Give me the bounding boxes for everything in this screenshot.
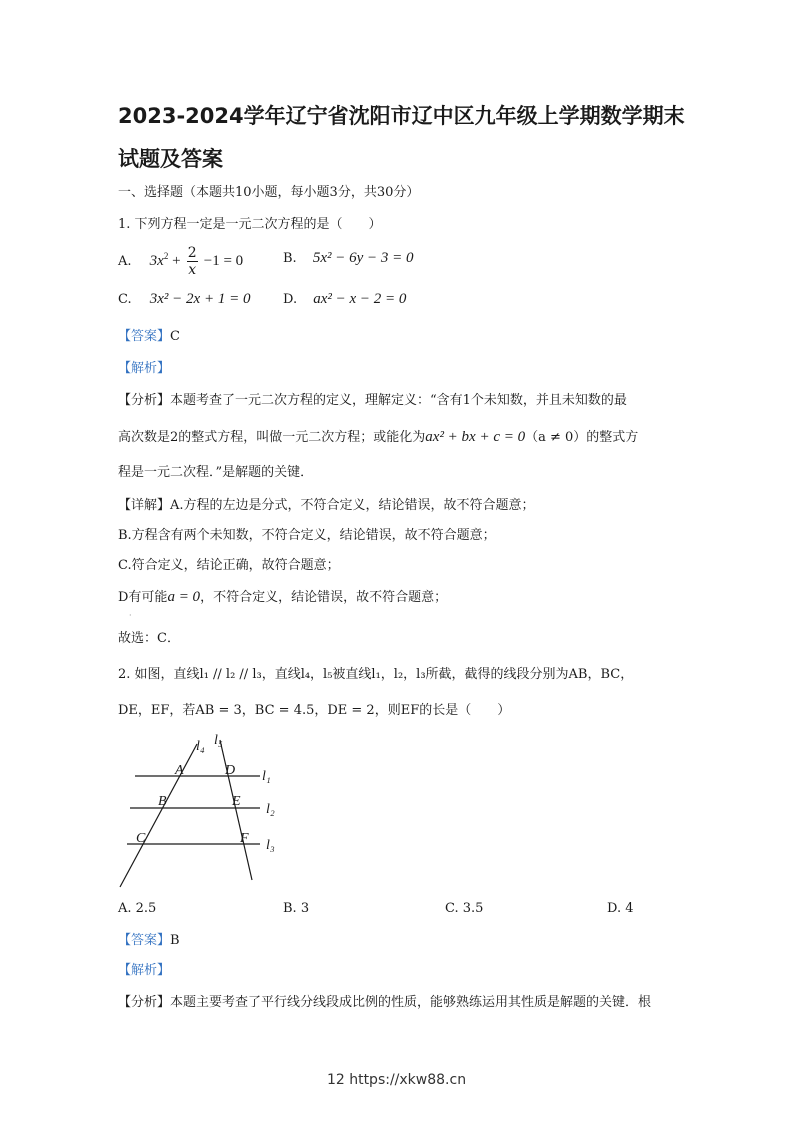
q1-option-c-label: C.	[118, 292, 132, 307]
q1-jiexi-tag: 【解析】	[118, 361, 171, 376]
parallel-lines-figure	[110, 732, 290, 892]
label-l5: l₅	[214, 733, 223, 748]
q1-option-a-frac-num: 2	[187, 245, 197, 261]
point-b: B	[158, 794, 167, 809]
page-title-line2: 试题及答案	[118, 147, 223, 171]
q1-answer-tag: 【答案】	[118, 329, 171, 344]
q2-answer	[118, 934, 688, 947]
q2-analysis-text1: 本题主要考查了平行线分线段成比例的性质，能够熟练运用其性质是解题的关键．根	[170, 995, 652, 1010]
q2-answer-tag: 【答案】	[118, 933, 171, 948]
q1-option-a: A. $3x^2$ + $\frac{2}{x}$ −1 = 0	[118, 245, 244, 278]
q2-option-c: C. 3.5	[445, 901, 484, 916]
point-e: E	[232, 794, 241, 809]
q1-option-b	[283, 251, 414, 266]
q1-analysis-line2	[118, 430, 688, 445]
q1-detail-a-text: A.方程的左边是分式，不符合定义，结论错误，故不符合题意；	[170, 498, 535, 513]
label-l3: l₃	[266, 838, 275, 853]
q1-detail-c: C.符合定义，结论正确，故符合题意；	[118, 558, 340, 573]
q1-option-a-before: 3x	[149, 253, 164, 269]
label-l4: l₄	[196, 739, 205, 754]
q2-stem-line2: DE，EF，若AB = 3，BC = 4.5，DE = 2，则EF的长是（ ）	[118, 703, 511, 718]
label-l2: l₂	[266, 802, 275, 817]
q2-option-d: D. 4	[607, 901, 634, 916]
q1-analysis-text2a: 高次数是2的整式方程，叫做一元二次方程；或能化为	[118, 430, 426, 445]
q1-choose: 故选：C．	[118, 631, 180, 646]
q1-detail-a	[118, 499, 688, 512]
q1-stem: 1. 下列方程一定是一元二次方程的是（ ）	[118, 217, 382, 232]
q1-option-b-label: B.	[283, 251, 297, 266]
stray-dot: ·	[129, 611, 132, 620]
line-l4	[120, 744, 197, 887]
q2-analysis-tag: 【分析】	[118, 995, 171, 1010]
q1-option-c	[118, 292, 250, 307]
q1-analysis-line1	[118, 394, 688, 407]
q1-jiexi	[118, 362, 688, 375]
point-c: C	[136, 831, 146, 846]
q1-analysis-line3: 程是一元二次程．”是解题的关键．	[118, 465, 314, 480]
q1-detail-b: B.方程含有两个未知数，不符合定义，结论错误，故不符合题意；	[118, 528, 496, 543]
q1-detail-tag: 【详解】	[118, 498, 171, 513]
point-d: D	[225, 763, 236, 778]
point-f: F	[240, 831, 249, 846]
q1-detail-d-pre: D有可能	[118, 590, 168, 605]
point-a: A	[175, 763, 184, 778]
q1-answer	[118, 330, 688, 343]
q1-option-d	[283, 292, 406, 307]
q1-detail-d	[118, 590, 688, 605]
q1-option-d-label: D.	[283, 292, 298, 307]
q1-option-b-eq: 5x² − 6y − 3 = 0	[312, 250, 414, 266]
q2-stem-line1: 2. 如图，直线l₁ // l₂ // l₃，直线l₄，l₅被直线l₁，l₂，l₃所截，截得的线段分别为AB，BC，	[118, 667, 634, 682]
q1-answer-value: C	[170, 329, 180, 344]
line-l5	[220, 740, 252, 880]
page-title-line1: 2023-2024学年辽宁省沈阳市辽中区九年级上学期数学期末	[118, 104, 685, 128]
q1-option-c-eq: 3x² − 2x + 1 = 0	[149, 291, 251, 307]
q1-option-a-frac-den: x	[188, 262, 197, 278]
page-footer: 12 https://xkw88.cn	[326, 1072, 467, 1088]
q1-option-d-eq: ax² − x − 2 = 0	[313, 291, 407, 307]
q1-detail-d-post: ，不符合定义，结论错误，故不符合题意；	[200, 590, 448, 605]
q1-analysis-cond: （a ≠ 0）的整式方	[525, 430, 639, 445]
q2-jiexi-tag: 【解析】	[118, 963, 171, 978]
q1-detail-d-eq: a = 0	[167, 589, 201, 605]
label-l1: l₁	[262, 769, 271, 784]
q1-option-a-label: A.	[118, 254, 132, 269]
q2-option-b: B. 3	[283, 901, 310, 916]
q2-option-a: A. 2.5	[118, 901, 157, 916]
q1-option-a-after: −1 = 0	[203, 253, 244, 269]
section-heading: 一、选择题（本题共10小题，每小题3分，共30分）	[118, 185, 420, 200]
q2-jiexi	[118, 964, 688, 977]
q1-analysis-tag: 【分析】	[118, 393, 171, 408]
q2-analysis-line1	[118, 996, 688, 1009]
q1-analysis-text1: 本题考查了一元二次方程的定义，理解定义：“含有1个未知数，并且未知数的最	[170, 393, 627, 408]
q1-analysis-eq: ax² + bx + c = 0	[425, 429, 526, 445]
q2-answer-value: B	[170, 933, 180, 948]
q1-option-a-fraction	[187, 246, 198, 277]
